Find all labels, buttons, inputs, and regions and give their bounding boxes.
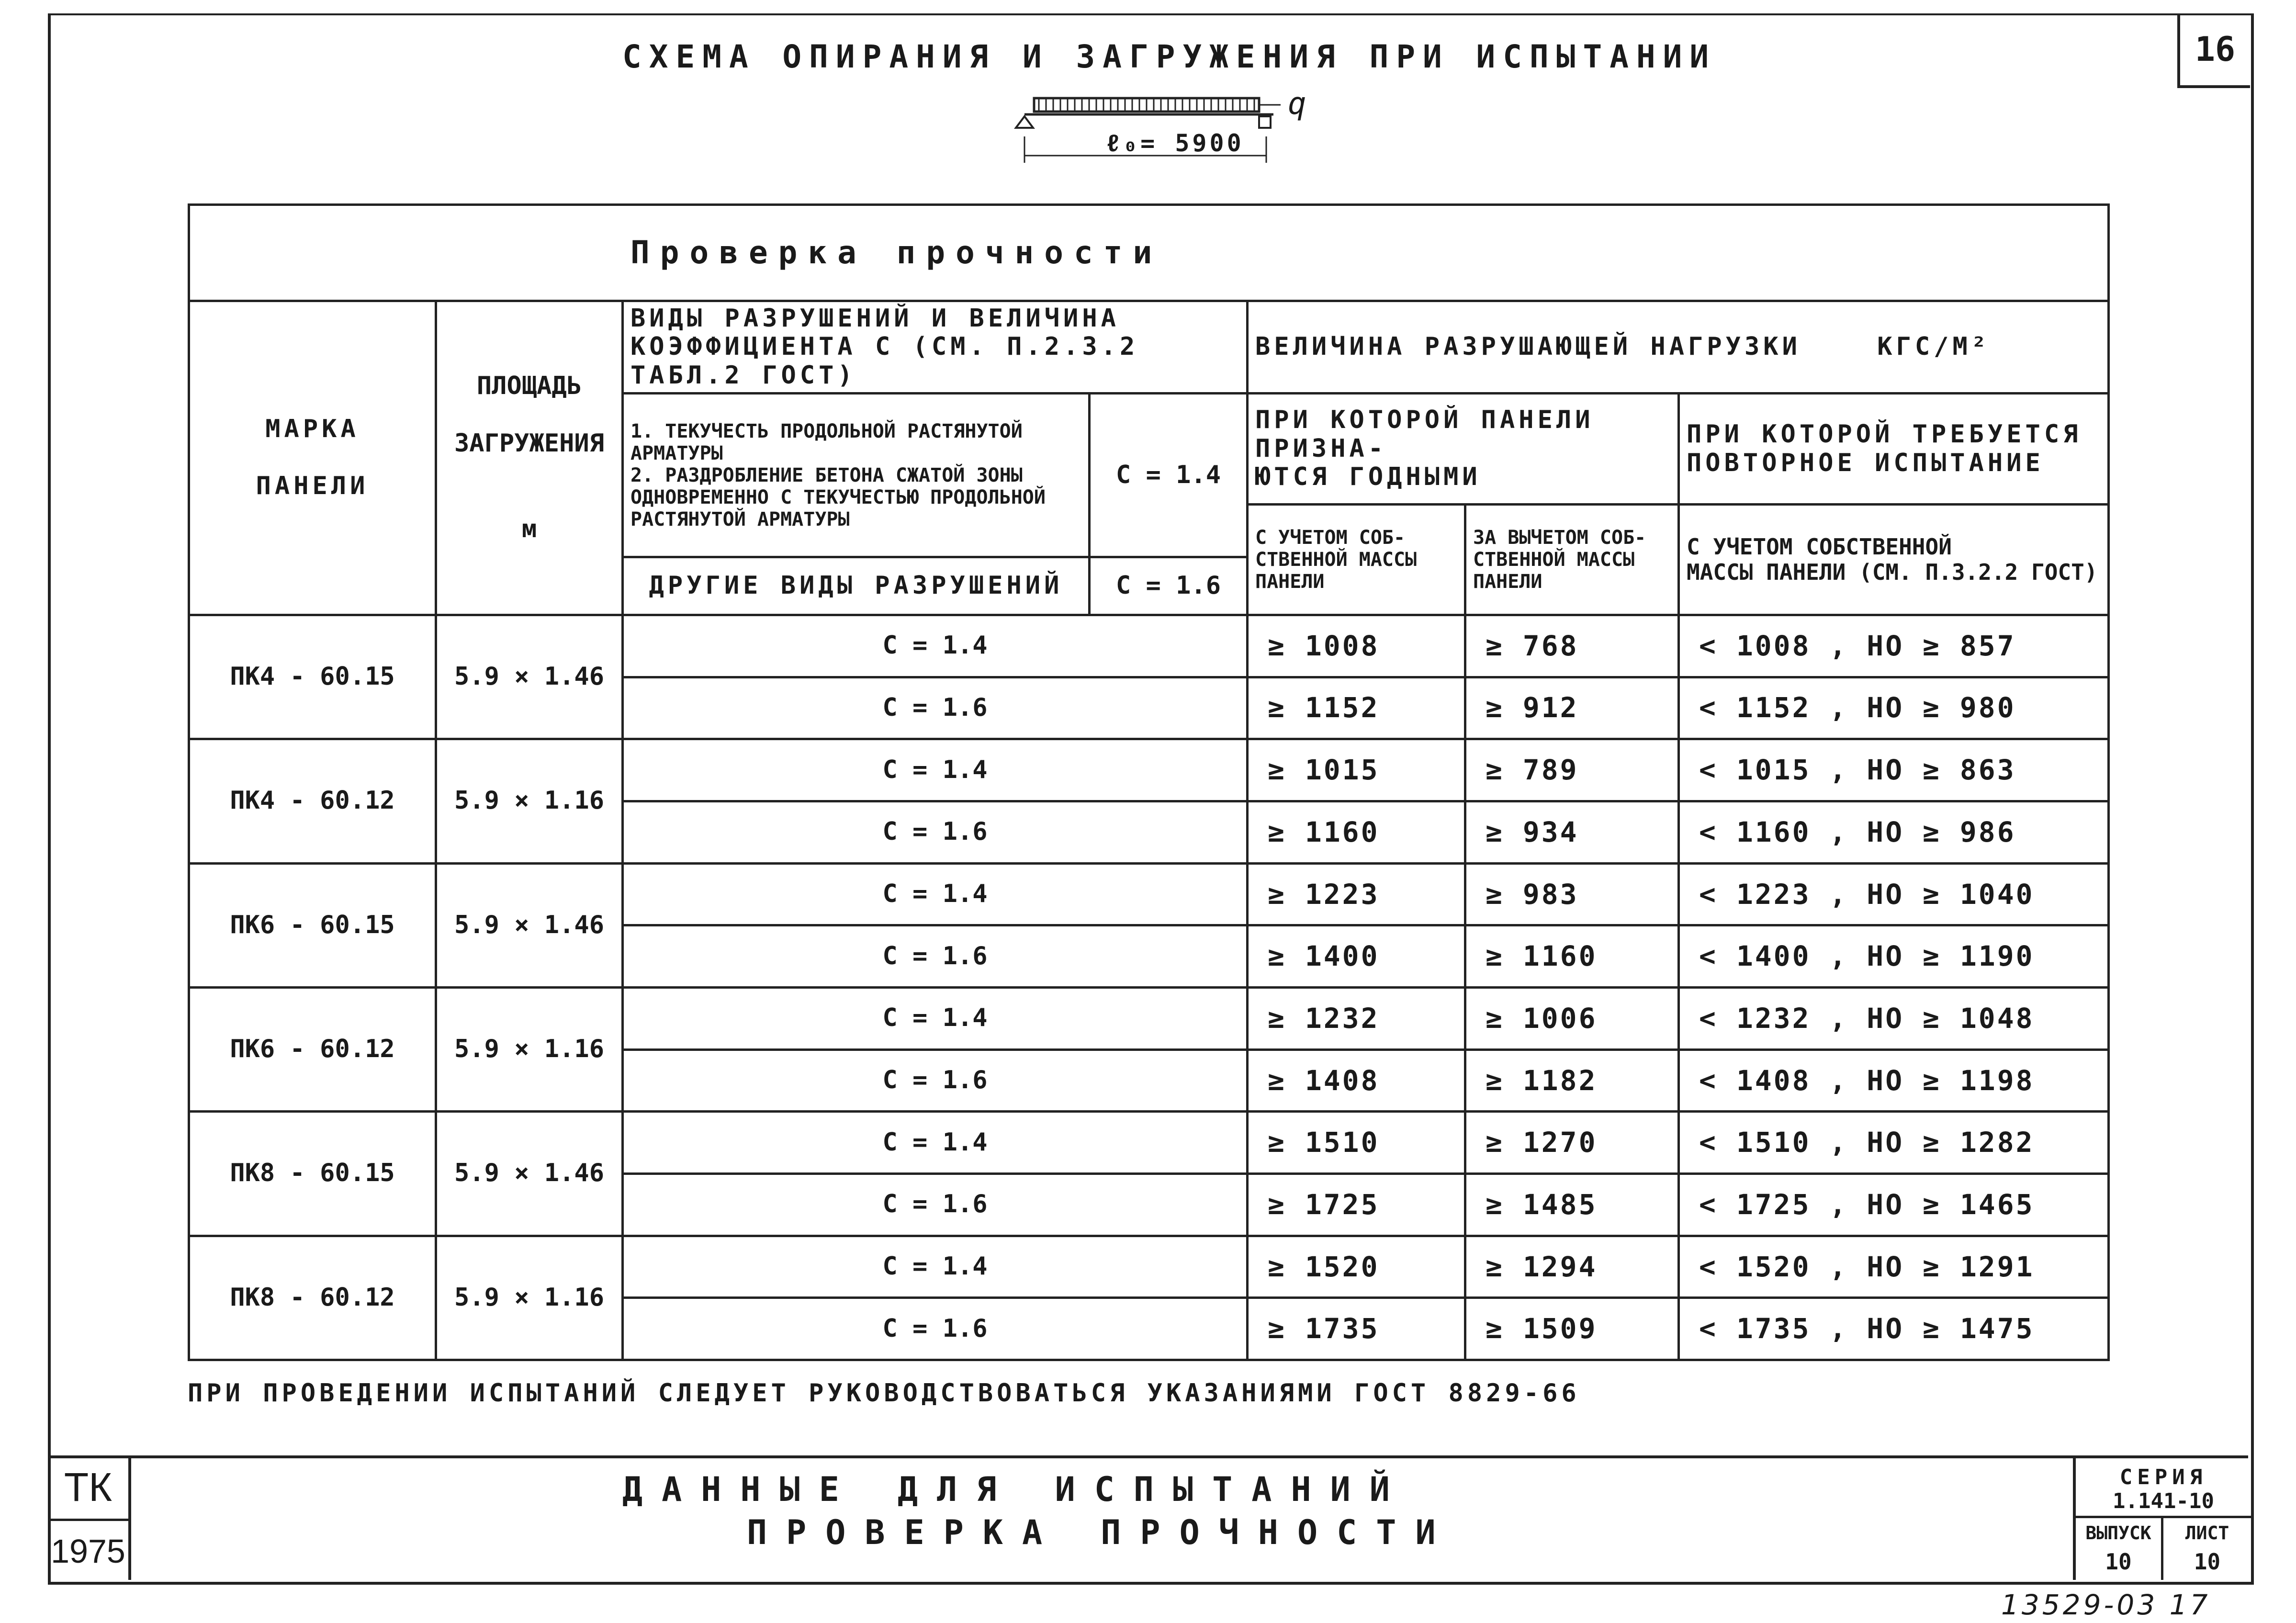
load-with-mass: ≥ 1408 (1248, 1049, 1465, 1112)
coefficient-c: С = 1.6 (623, 1298, 1248, 1360)
fracture-type-2-c: С = 1.6 (1090, 557, 1248, 615)
load-retest: < 1232 , НО ≥ 1048 (1679, 987, 2109, 1049)
fracture-type-1: 1. ТЕКУЧЕСТЬ ПРОДОЛЬНОЙ РАСТЯНУТОЙ АРМАТУРЫ 2. РАЗДРОБЛЕНИЕ БЕТОНА СЖАТОЙ ЗОНЫ ОДНОВРЕМЕННО С ТЕКУЧЕСТЬЮ ПРОДОЛЬНОЙ РАСТЯНУТОЙ АРМАТУРЫ (623, 394, 1090, 557)
sheet-value: 10 (2194, 1549, 2221, 1575)
coefficient-c: С = 1.4 (623, 615, 1248, 677)
issue-label: ВЫПУСК (2085, 1522, 2151, 1544)
coefficient-c: С = 1.6 (623, 801, 1248, 863)
load-retest: < 1408 , НО ≥ 1198 (1679, 1049, 2109, 1112)
issue-value: 10 (2105, 1549, 2132, 1575)
series-label: СЕРИЯ (2119, 1465, 2207, 1489)
load-retest: < 1510 , НО ≥ 1282 (1679, 1112, 2109, 1174)
load-with-mass: ≥ 1223 (1248, 863, 1465, 925)
panel-mark: ПК4 - 60.12 (189, 739, 436, 863)
strength-check-table (188, 203, 2110, 1361)
coefficient-c: С = 1.6 (623, 677, 1248, 739)
panel-mark: ПК8 - 60.15 (189, 1112, 436, 1236)
table-row (189, 739, 2109, 801)
archive-stamp: 13529-03 17 (2001, 1589, 2211, 1621)
load-retest: < 1008 , НО ≥ 857 (1679, 615, 2109, 677)
table-row (189, 1236, 2109, 1298)
tk-box (48, 1455, 131, 1580)
load-retest: < 1400 , НО ≥ 1190 (1679, 925, 2109, 988)
table-row (189, 987, 2109, 1049)
load-retest: < 1520 , НО ≥ 1291 (1679, 1236, 2109, 1298)
load-with-mass: ≥ 1400 (1248, 925, 1465, 988)
panel-mark: ПК4 - 60.15 (189, 615, 436, 739)
load-with-mass: ≥ 1232 (1248, 987, 1465, 1049)
panel-area: 5.9 × 1.46 (436, 863, 623, 987)
load-retest: < 1223 , НО ≥ 1040 (1679, 863, 2109, 925)
series-value: 1.141-10 (2113, 1489, 2214, 1513)
load-without-mass: ≥ 1006 (1465, 987, 1679, 1049)
load-retest: < 1725 , НО ≥ 1465 (1679, 1173, 2109, 1236)
titleblock-title-2: ПРОВЕРКА ПРОЧНОСТИ (747, 1513, 1455, 1552)
panel-area: 5.9 × 1.16 (436, 987, 623, 1111)
panel-mark: ПК8 - 60.12 (189, 1236, 436, 1360)
load-retest: < 1015 , НО ≥ 863 (1679, 739, 2109, 801)
col-with-mass-header: С УЧЕТОМ СОБ- СТВЕННОЙ МАССЫ ПАНЕЛИ (1248, 504, 1465, 615)
load-without-mass: ≥ 768 (1465, 615, 1679, 677)
panel-mark: ПК6 - 60.15 (189, 863, 436, 987)
test-note: ПРИ ПРОВЕДЕНИИ ИСПЫТАНИЙ СЛЕДУЕТ РУКОВОДСТВОВАТЬСЯ УКАЗАНИЯМИ ГОСТ 8829-66 (188, 1379, 1580, 1408)
load-retest: < 1152 , НО ≥ 980 (1679, 677, 2109, 739)
table-row (189, 863, 2109, 925)
panel-area: 5.9 × 1.16 (436, 1236, 623, 1360)
year-label: 1975 (51, 1533, 125, 1570)
col-retest-header: ПРИ КОТОРОЙ ТРЕБУЕТСЯ ПОВТОРНОЕ ИСПЫТАНИЕ (1679, 394, 2109, 504)
col-load-header: ВЕЛИЧИНА РАЗРУШАЮЩЕЙ НАГРУЗКИ КГС/М² (1248, 301, 2109, 394)
fracture-type-1-c: С = 1.4 (1090, 394, 1248, 557)
load-without-mass: ≥ 1160 (1465, 925, 1679, 988)
scheme-title: СХЕМА ОПИРАНИЯ И ЗАГРУЖЕНИЯ ПРИ ИСПЫТАНИИ (622, 38, 1717, 75)
panel-area: 5.9 × 1.46 (436, 1112, 623, 1236)
coefficient-c: С = 1.4 (623, 987, 1248, 1049)
tk-label: ТК (64, 1465, 113, 1510)
load-with-mass: ≥ 1735 (1248, 1298, 1465, 1360)
load-with-mass: ≥ 1520 (1248, 1236, 1465, 1298)
col-without-mass-header: ЗА ВЫЧЕТОМ СОБ- СТВЕННОЙ МАССЫ ПАНЕЛИ (1465, 504, 1679, 615)
coefficient-c: С = 1.4 (623, 739, 1248, 801)
load-with-mass: ≥ 1510 (1248, 1112, 1465, 1174)
coefficient-c: С = 1.6 (623, 1049, 1248, 1112)
load-retest: < 1160 , НО ≥ 986 (1679, 801, 2109, 863)
load-without-mass: ≥ 912 (1465, 677, 1679, 739)
load-retest: < 1735 , НО ≥ 1475 (1679, 1298, 2109, 1360)
series-box (2073, 1455, 2251, 1580)
col-types-header: ВИДЫ РАЗРУШЕНИЙ И ВЕЛИЧИНА КОЭФФИЦИЕНТА С (СМ. П.2.3.2 ТАБЛ.2 ГОСТ) (623, 301, 1248, 394)
load-without-mass: ≥ 934 (1465, 801, 1679, 863)
tk-divider (48, 1519, 128, 1521)
col-mark-header: МАРКА ПАНЕЛИ (189, 301, 436, 615)
load-without-mass: ≥ 1509 (1465, 1298, 1679, 1360)
sheet-number: 16 (2177, 13, 2250, 88)
load-without-mass: ≥ 1270 (1465, 1112, 1679, 1174)
fracture-type-2: ДРУГИЕ ВИДЫ РАЗРУШЕНИЙ (623, 557, 1090, 615)
coefficient-c: С = 1.4 (623, 1236, 1248, 1298)
coefficient-c: С = 1.6 (623, 925, 1248, 988)
panel-area: 5.9 × 1.16 (436, 739, 623, 863)
table-row (189, 1112, 2109, 1174)
load-without-mass: ≥ 789 (1465, 739, 1679, 801)
load-label: q (1288, 86, 1306, 122)
span-label: ℓ₀= 5900 (1106, 129, 1244, 157)
load-without-mass: ≥ 1182 (1465, 1049, 1679, 1112)
load-without-mass: ≥ 1485 (1465, 1173, 1679, 1236)
sheet-label: ЛИСТ (2185, 1522, 2229, 1544)
col-area-header: ПЛОЩАДЬ ЗАГРУЖЕНИЯ м (436, 301, 623, 615)
load-without-mass: ≥ 1294 (1465, 1236, 1679, 1298)
load-with-mass: ≥ 1008 (1248, 615, 1465, 677)
load-without-mass: ≥ 983 (1465, 863, 1679, 925)
coefficient-c: С = 1.4 (623, 863, 1248, 925)
table-main-header: Проверка прочности (189, 205, 2109, 301)
col-retest-sub-header: С УЧЕТОМ СОБСТВЕННОЙ МАССЫ ПАНЕЛИ (СМ. П.3.2.2 ГОСТ) (1679, 504, 2109, 615)
titleblock-title-1: ДАННЫЕ ДЛЯ ИСПЫТАНИЙ (622, 1470, 1409, 1509)
load-with-mass: ≥ 1015 (1248, 739, 1465, 801)
table-row (189, 615, 2109, 677)
panel-mark: ПК6 - 60.12 (189, 987, 436, 1111)
load-with-mass: ≥ 1725 (1248, 1173, 1465, 1236)
load-with-mass: ≥ 1152 (1248, 677, 1465, 739)
coefficient-c: С = 1.4 (623, 1112, 1248, 1174)
panel-area: 5.9 × 1.46 (436, 615, 623, 739)
load-with-mass: ≥ 1160 (1248, 801, 1465, 863)
col-fit-header: ПРИ КОТОРОЙ ПАНЕЛИ ПРИЗНА- ЮТСЯ ГОДНЫМИ (1248, 394, 1679, 504)
coefficient-c: С = 1.6 (623, 1173, 1248, 1236)
